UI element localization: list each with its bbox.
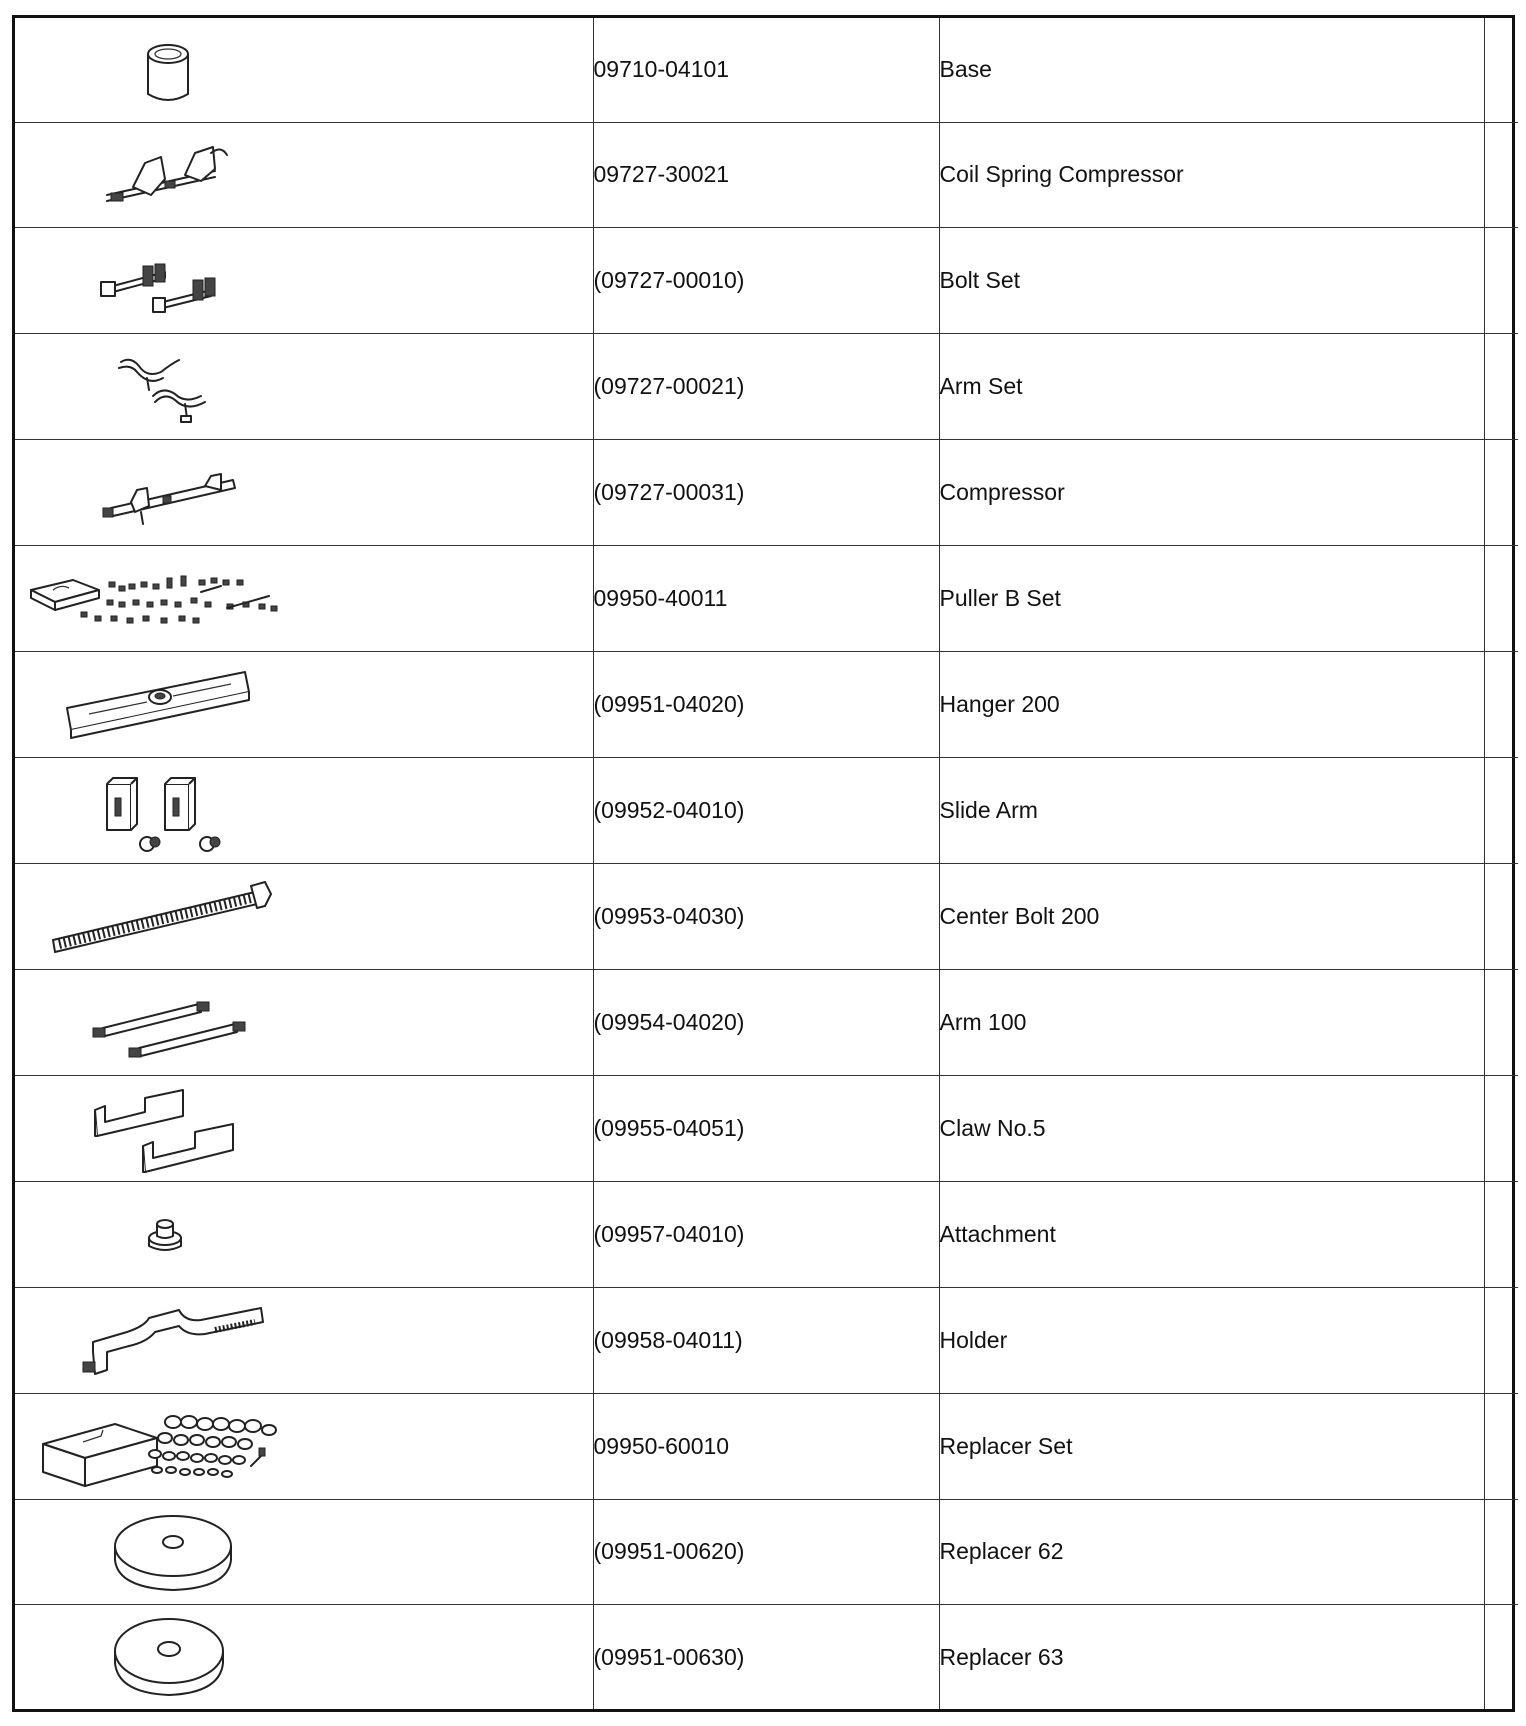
replacer-set-icon xyxy=(15,1394,593,1500)
part-number: (09953-04030) xyxy=(593,863,939,969)
compressor-icon xyxy=(15,440,593,546)
part-number: (09954-04020) xyxy=(593,969,939,1075)
note-cell xyxy=(1484,228,1518,334)
table-row xyxy=(15,1499,1518,1605)
note-cell xyxy=(1484,122,1518,228)
arm-rods-icon xyxy=(15,970,593,1076)
part-number: (09951-00620) xyxy=(593,1499,939,1605)
tool-name: Claw No.5 xyxy=(939,1075,1484,1181)
part-number: 09727-30021 xyxy=(593,122,939,228)
tool-name: Hanger 200 xyxy=(939,652,1484,758)
note-cell xyxy=(1484,440,1518,546)
tool-name: Replacer 62 xyxy=(939,1499,1484,1605)
part-number: 09950-40011 xyxy=(593,546,939,652)
base-cylinder-icon xyxy=(15,18,593,124)
table-row xyxy=(15,122,1518,228)
tool-illustration xyxy=(15,122,593,228)
tool-name: Slide Arm xyxy=(939,758,1484,864)
part-number: (09951-04020) xyxy=(593,652,939,758)
replacer-disc-icon xyxy=(15,1605,593,1711)
table-row xyxy=(15,1605,1518,1709)
part-number: (09727-00010) xyxy=(593,228,939,334)
note-cell xyxy=(1484,758,1518,864)
tools-sheet xyxy=(12,15,1515,1712)
tool-name: Base xyxy=(939,18,1484,122)
table-row xyxy=(15,440,1518,546)
part-number: 09710-04101 xyxy=(593,18,939,122)
note-cell xyxy=(1484,969,1518,1075)
tool-name: Holder xyxy=(939,1287,1484,1393)
coil-spring-compressor-icon xyxy=(15,123,593,229)
tool-name: Bolt Set xyxy=(939,228,1484,334)
part-number: (09727-00031) xyxy=(593,440,939,546)
note-cell xyxy=(1484,334,1518,440)
note-cell xyxy=(1484,1287,1518,1393)
table-row xyxy=(15,1075,1518,1181)
tool-name: Compressor xyxy=(939,440,1484,546)
table-row xyxy=(15,758,1518,864)
table-row xyxy=(15,18,1518,122)
tool-illustration xyxy=(15,228,593,334)
note-cell xyxy=(1484,1499,1518,1605)
part-number: (09955-04051) xyxy=(593,1075,939,1181)
tool-name: Puller B Set xyxy=(939,546,1484,652)
part-number: 09950-60010 xyxy=(593,1393,939,1499)
puller-set-icon xyxy=(15,546,593,652)
tool-illustration xyxy=(15,1605,593,1709)
tool-name: Replacer Set xyxy=(939,1393,1484,1499)
arm-set-icon xyxy=(15,334,593,440)
note-cell xyxy=(1484,18,1518,122)
tool-name: Arm Set xyxy=(939,334,1484,440)
tool-name: Arm 100 xyxy=(939,969,1484,1075)
tool-name: Coil Spring Compressor xyxy=(939,122,1484,228)
tool-name: Replacer 63 xyxy=(939,1605,1484,1709)
table-row xyxy=(15,1181,1518,1287)
part-number: (09951-00630) xyxy=(593,1605,939,1709)
table-row xyxy=(15,546,1518,652)
tool-illustration xyxy=(15,652,593,758)
table-row xyxy=(15,1287,1518,1393)
tool-illustration xyxy=(15,334,593,440)
part-number: (09958-04011) xyxy=(593,1287,939,1393)
tool-name: Center Bolt 200 xyxy=(939,863,1484,969)
note-cell xyxy=(1484,1393,1518,1499)
special-tools-table xyxy=(15,18,1518,1709)
note-cell xyxy=(1484,863,1518,969)
tool-illustration xyxy=(15,1075,593,1181)
tool-illustration xyxy=(15,1393,593,1499)
attachment-icon xyxy=(15,1182,593,1288)
tool-illustration xyxy=(15,758,593,864)
tool-illustration xyxy=(15,863,593,969)
note-cell xyxy=(1484,1075,1518,1181)
tool-illustration xyxy=(15,546,593,652)
part-number: (09727-00021) xyxy=(593,334,939,440)
replacer-disc-icon xyxy=(15,1500,593,1606)
slide-arm-icon xyxy=(15,758,593,864)
tool-illustration xyxy=(15,1181,593,1287)
tool-name: Attachment xyxy=(939,1181,1484,1287)
part-number: (09952-04010) xyxy=(593,758,939,864)
table-row xyxy=(15,969,1518,1075)
tool-illustration xyxy=(15,440,593,546)
table-row xyxy=(15,863,1518,969)
table-row xyxy=(15,652,1518,758)
note-cell xyxy=(1484,1605,1518,1709)
table-row xyxy=(15,1393,1518,1499)
note-cell xyxy=(1484,546,1518,652)
tool-illustration xyxy=(15,969,593,1075)
note-cell xyxy=(1484,1181,1518,1287)
hanger-icon xyxy=(15,652,593,758)
bolt-set-icon xyxy=(15,228,593,334)
tool-illustration xyxy=(15,1287,593,1393)
part-number: (09957-04010) xyxy=(593,1181,939,1287)
center-bolt-icon xyxy=(15,864,593,970)
tool-illustration xyxy=(15,1499,593,1605)
tool-illustration xyxy=(15,18,593,122)
table-row xyxy=(15,334,1518,440)
claw-icon xyxy=(15,1076,593,1182)
note-cell xyxy=(1484,652,1518,758)
holder-icon xyxy=(15,1288,593,1394)
table-row xyxy=(15,228,1518,334)
